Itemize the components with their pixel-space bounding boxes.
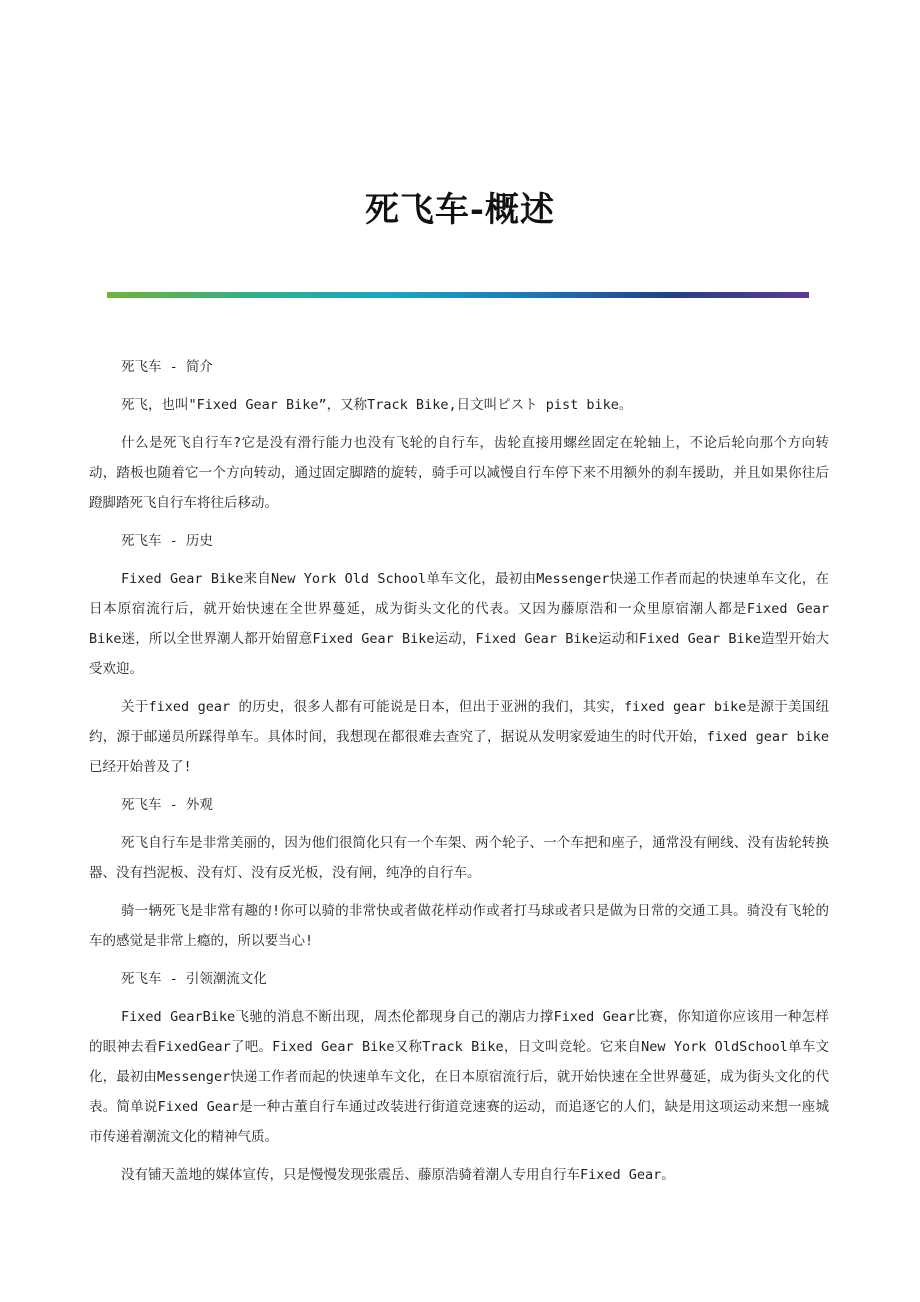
section-heading-appearance: 死飞车 - 外观	[121, 797, 213, 813]
document-body	[89, 352, 829, 1198]
paragraph-culture-1: Fixed GearBike飞驰的消息不断出现，周杰伦都现身自己的潮店力撑Fixed Gear比赛，你知道你应该用一种怎样的眼神去看FixedGear了吧。Fixed Gear Bike又称Track Bike，日文叫竞轮。它来自New York OldSchool单车文化，最初由Messenger快递工作者而起的快速单车文化，在日本原宿流行后，就开始快速在全世界蔓延，成为街头文化的代表。简单说Fixed Gear是一种古董自行车通过改装进行街道竞速赛的运动，而追逐它的人们，缺是用这项运动来想一座城市传递着潮流文化的精神气质。	[89, 1009, 829, 1145]
section-heading-culture: 死飞车 - 引领潮流文化	[121, 971, 267, 987]
section-heading-history: 死飞车 - 历史	[121, 533, 213, 549]
paragraph-history-2: 关于fixed gear 的历史，很多人都有可能说是日本，但出于亚洲的我们，其实，fixed gear bike是源于美国纽约，源于邮递员所踩得单车。具体时间，我想现在都很难去查究了，据说从发明家爱迪生的时代开始，fixed gear bike已经开始普及了!	[89, 699, 829, 775]
paragraph-intro-1: 死飞，也叫"Fixed Gear Bike”，又称Track Bike,日文叫ピスト pist bike。	[121, 397, 633, 413]
section-heading-intro: 死飞车 - 简介	[121, 359, 213, 375]
document-title: 死飞车-概述	[364, 190, 556, 230]
paragraph-intro-2: 什么是死飞自行车?它是没有滑行能力也没有飞轮的自行车，齿轮直接用螺丝固定在轮轴上，不论后轮向那个方向转动，踏板也随着它一个方向转动，通过固定脚踏的旋转，骑手可以减慢自行车停下来不用额外的刹车援助，并且如果你往后蹬脚踏死飞自行车将往后移动。	[89, 435, 829, 511]
paragraph-appearance-1: 死飞自行车是非常美丽的，因为他们很简化只有一个车架、两个轮子、一个车把和座子，通常没有闸线、没有齿轮转换器、没有挡泥板、没有灯、没有反光板，没有闸，纯净的自行车。	[89, 835, 829, 881]
paragraph-history-1: Fixed Gear Bike来自New York Old School单车文化，最初由Messenger快递工作者而起的快速单车文化，在日本原宿流行后，就开始快速在全世界蔓延，成为街头文化的代表。又因为藤原浩和一众里原宿潮人都是Fixed Gear Bike迷，所以全世界潮人都开始留意Fixed Gear Bike运动，Fixed Gear Bike运动和Fixed Gear Bike造型开始大受欢迎。	[89, 571, 829, 677]
paragraph-culture-2: 没有铺天盖地的媒体宣传，只是慢慢发现张震岳、藤原浩骑着潮人专用自行车Fixed Gear。	[121, 1167, 675, 1183]
paragraph-appearance-2: 骑一辆死飞是非常有趣的!你可以骑的非常快或者做花样动作或者打马球或者只是做为日常的交通工具。骑没有飞轮的车的感觉是非常上瘾的，所以要当心!	[89, 903, 829, 949]
title-divider	[107, 292, 809, 298]
